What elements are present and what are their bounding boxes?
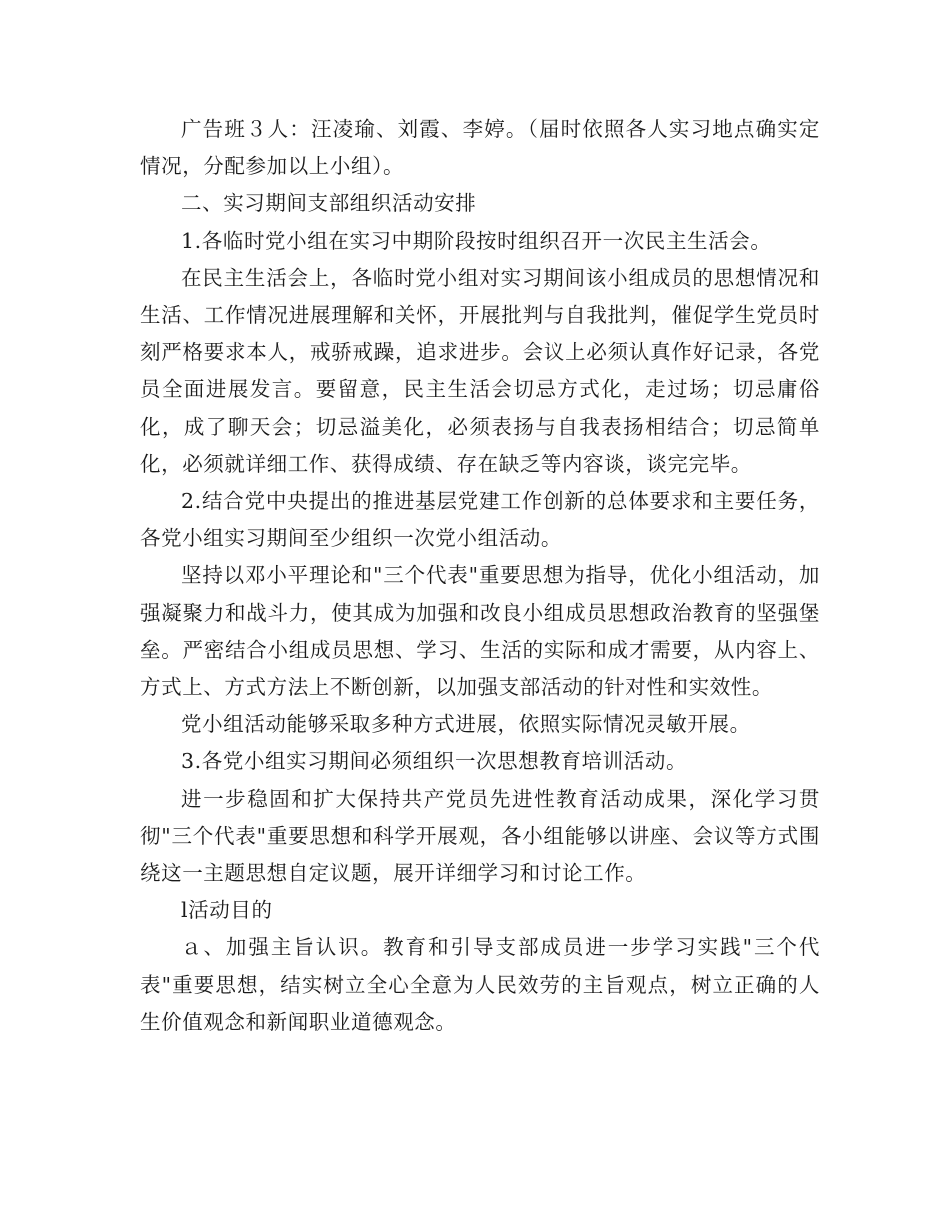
- paragraph-ad-class: 广告班３人：汪凌瑜、刘霞、李婷。（届时依照各人实习地点确实定情况，分配参加以上小组）。: [140, 117, 820, 179]
- paragraph-group-activity: 坚持以邓小平理论和"三个代表"重要思想为指导，优化小组活动，加强凝聚力和战斗力，使其成为加强和改良小组成员思想政治教育的坚强堡垒。严密结合小组成员思想、学习、生活的实际和成才需要，从内容上、方式上、方式方法上不断创新，以加强支部活动的针对性和实效性。: [140, 563, 820, 700]
- section-heading-two: 二、实习期间支部组织活动安排: [181, 191, 477, 216]
- paragraph-education-training: 进一步稳固和扩大保持共产党员先进性教育活动成果，深化学习贯彻"三个代表"重要思想和科学开展观，各小组能够以讲座、会议等方式围绕这一主题思想自定议题，展开详细学习和讨论工作。: [140, 786, 820, 886]
- item-three-heading: 3.各党小组实习期间必须组织一次思想教育培训活动。: [181, 749, 688, 774]
- document-body: [140, 111, 820, 1041]
- paragraph-democratic-life: 在民主生活会上，各临时党小组对实习期间该小组成员的思想情况和生活、工作情况进展理解和关怀，开展批判与自我批判，催促学生党员时刻严格要求本人，戒骄戒躁，追求进步。会议上必须认真作好记录，各党员全面进展发言。要留意，民主生活会切忌方式化，走过场；切忌庸俗化，成了聊天会；切忌溢美化，必须表扬与自我表扬相结合；切忌简单化，必须就详细工作、获得成绩、存在缺乏等内容谈，谈完完毕。: [140, 265, 820, 476]
- paragraph-activity-forms: 党小组活动能够采取多种方式进展，依照实际情况灵敏开展。: [181, 712, 751, 737]
- paragraph-goal-a: ａ、加强主旨认识。教育和引导支部成员进一步学习实践"三个代表"重要思想，结实树立全心全意为人民效劳的主旨观点，树立正确的人生价值观念和新闻职业道德观念。: [140, 935, 820, 1034]
- item-one-heading: 1.各临时党小组在实习中期阶段按时组织召开一次民主生活会。: [181, 228, 772, 253]
- subheading-activity-goal: l活动目的: [181, 898, 273, 923]
- item-two-heading: 2.结合党中央提出的推进基层党建工作创新的总体要求和主要任务，各党小组实习期间至少组织一次党小组活动。: [140, 489, 820, 551]
